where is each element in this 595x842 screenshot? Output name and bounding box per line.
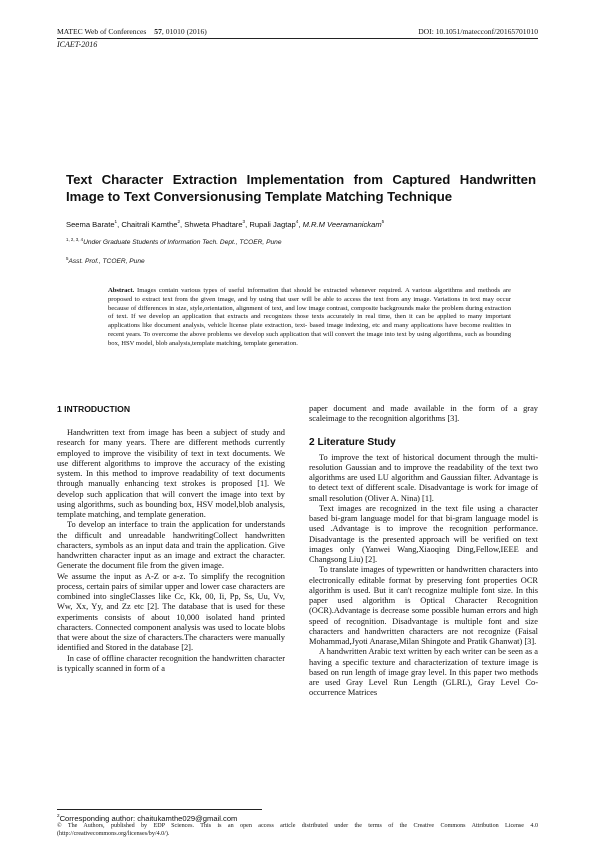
section-heading: 1 INTRODUCTION bbox=[57, 404, 131, 414]
article-number: , 01010 (2016) bbox=[161, 27, 207, 36]
right-column bbox=[309, 404, 538, 699]
paragraph: We assume the input as A-Z or a-z. To simplify the recognition process, certain pairs of similar upper and lower case characters are combined into singleClasses like Cc, Kk, 00, Ii, Pp, Ss, Uu, Vv, Ww, Xx, Yy, and Zz etc [2]. The database that is used for these experiments consists of about 10,000 isolated hand printed characters. Connected component analysis was used to locate blobs that were about the size of characters.The characters were manually identified and Stored in the database [2]. bbox=[57, 571, 285, 653]
author-sup: 1 bbox=[114, 219, 118, 224]
author-sup: 3 bbox=[242, 219, 246, 224]
author-name: Chaitrali Kamthe bbox=[121, 220, 178, 229]
paragraph-continuation: paper document and made available in the form of a gray scaleimage to the recognition algorithms [3]. bbox=[309, 404, 538, 424]
paragraph: A handwritten Arabic text written by each writer can be seen as a having a specific texture and characterization of texture image is based on run length of image gray level. In this paper two methods are used Gray Level Run Length (GLRL), Gray Level Co-occurrence Matrices bbox=[309, 647, 538, 698]
paper-title: Text Character Extraction Implementation from Captured Handwritten Image to Text Conversionusing Template Matching Technique bbox=[66, 172, 536, 204]
affiliation-text: Asst. Prof., TCOER, Pune bbox=[68, 258, 145, 265]
journal-name: MATEC Web of Conferences bbox=[57, 27, 147, 36]
volume-number: 57 bbox=[154, 27, 162, 36]
author-sup: 2 bbox=[177, 219, 181, 224]
affiliation-text: Under Graduate Students of Information Tech. Dept., TCOER, Pune bbox=[83, 239, 282, 246]
affiliation bbox=[66, 256, 145, 265]
abstract-label: Abstract. bbox=[108, 287, 135, 294]
author-name: M.R.M Veeramanickam bbox=[302, 220, 382, 229]
left-column bbox=[57, 404, 285, 674]
section-heading: 2 Literature Study bbox=[309, 436, 396, 448]
paragraph: Text images are recognized in the text file using a character based bi-gram language model for that bi-gram language model is used .Advantage is to improve the recognition performance. Disadvantage is the presented approach will be verified on text images only (Yanwei Wang,Xiaoqing Ding,Fellow,IEEE and Changsong Liu) [2]. bbox=[309, 503, 538, 564]
doi[interactable]: DOI: 10.1051/matecconf/20165701010 bbox=[418, 27, 538, 36]
paragraph: To develop an interface to train the application for understands the difficult and unreadable handwritingCollect handwritten characters, symbols as an input data and train the application. Give handwritten character input as an image and extract the character. Generate the document file from the given image. bbox=[57, 520, 285, 571]
author-sup: 4 bbox=[295, 219, 299, 224]
affiliation bbox=[66, 237, 282, 246]
footnote-sup: 2 bbox=[57, 813, 60, 818]
author-list: Seema Barate$^1$, Chaitrali Kamthe$^2$, Shweta Phadtare$^3$, Rupali Jagtap$^4$, M.R.M Veeramanickam$^5$ bbox=[66, 219, 385, 229]
footnote-text: Corresponding author: chaitukamthe029@gmail.com bbox=[59, 814, 238, 823]
author-name: Shweta Phadtare bbox=[184, 220, 243, 229]
journal-citation bbox=[57, 27, 207, 36]
paragraph: To improve the text of historical document through the multi-resolution Gaussian and to improve the readability of the text two algorithms are used LU algorithm and Gaussian filter. Advantage is to detect text of different scale. Disadvantage is work for image of small resolution (Oliver A. Nina) [1]. bbox=[309, 452, 538, 503]
abstract bbox=[108, 287, 511, 348]
paragraph: In case of offline character recognition the handwritten character is typically scanned in form of a bbox=[57, 653, 285, 673]
author-sup: 5 bbox=[381, 219, 385, 224]
affiliation-sup: 5 bbox=[66, 256, 69, 261]
footnote-rule bbox=[57, 809, 262, 810]
author-name: Rupali Jagtap bbox=[249, 220, 296, 229]
paragraph: Handwritten text from image has been a subject of study and research for many years. There are different methods currently employed to improve the visibility of text in text documents. We use different algorithms to improve the accuracy of the existing system. In this method to improve readability of text documents through manually enhancing text strokes is proposed [1]. We develop such application that will convert the image into text by using algorithms, such as bounding box, HSV model,blob analysis, template matching, and template generation. bbox=[57, 428, 285, 519]
paragraph: To translate images of typewritten or handwritten characters into electronically editable format by preserving font properties OCR algorithm is used. But it can't recognize multiple font size. In this paper used algorithm is Optical Character Recognition (OCR).Advantage is decrease some possible human errors and high speed of recognition. Disadvantage is multiple font and size characters and handwritten characters are not recognize (Faisal Mohammad,Jyoti Anarase,Milan Shingote and Pratik Ghanwat) [3]. bbox=[309, 565, 538, 646]
header-rule bbox=[57, 38, 538, 39]
abstract-text: Images contain various types of useful information that should be extracted whenever required. A various algorithms and methods are proposed to extract text from the given image, and by using that user will be able to access the text from any image. Variations in text may occur because of differences in size, style,orientation, alignment of text, and low image contrast, composite backgrounds make the problem during extraction of text. If we develop an application that extracts and recognizes those texts accurately in real time, then it can be applied to many important applications like document analysis, vehicle license plate extraction, text- based image indexing, etc and many applications have become realities in recent years. To overcome the above problems we develop such application that will convert the image into text by using algorithms, such as bounding box, HSV model, blob analysis,template matching, template generation. bbox=[108, 287, 511, 347]
license-notice: © The Authors, published by EDP Sciences. This is an open access article distributed under the terms of the Creative Commons Attribution License 4.0 (http://creativecommons.org/licenses/by/4.0/). bbox=[57, 823, 538, 837]
affiliation-sup: 1, 2, 3, 4 bbox=[66, 237, 84, 242]
author-name: Seema Barate bbox=[66, 220, 115, 229]
conference-name: ICAET-2016 bbox=[57, 40, 98, 49]
